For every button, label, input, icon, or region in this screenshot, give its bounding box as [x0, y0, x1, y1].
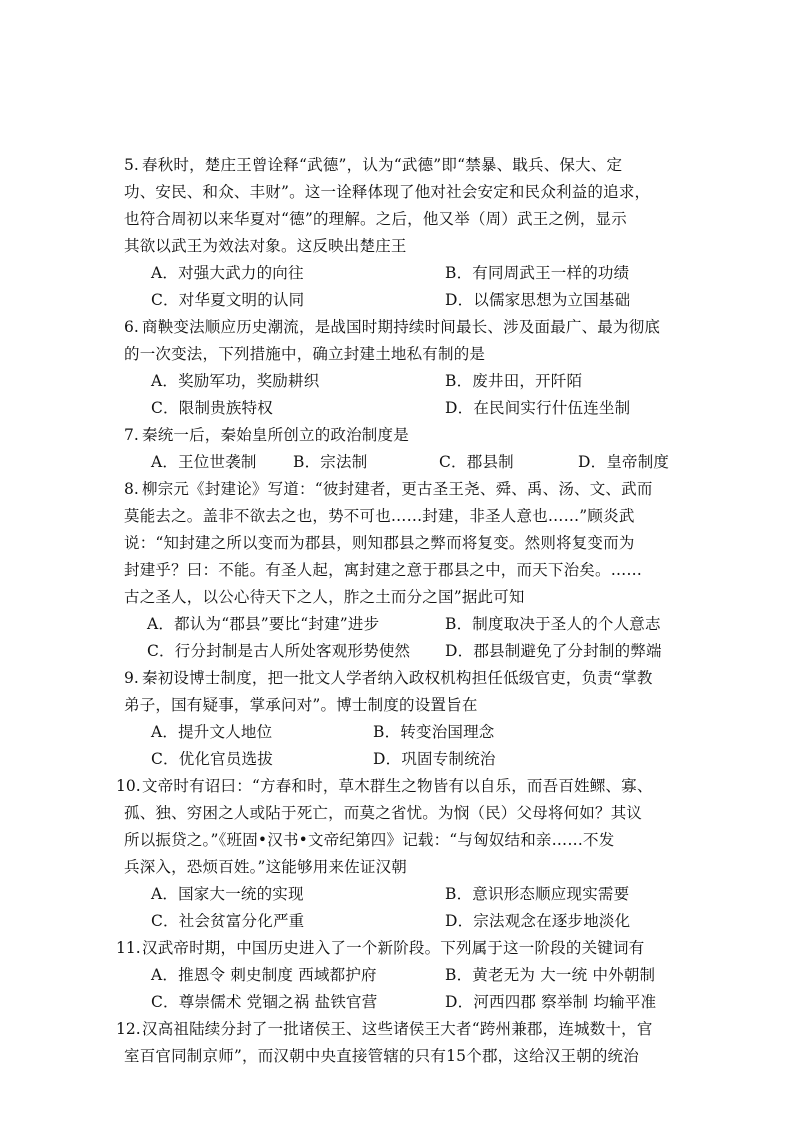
option-b: B．制度取决于圣人的个人意志 — [445, 615, 661, 633]
stem-line: 柳宗元《封建论》写道：“彼封建者，更古圣王尧、舜、禹、汤、文、武而 — [142, 480, 653, 498]
question-number: 12. — [116, 1020, 141, 1038]
option-b: B．有同周武王一样的功绩 — [445, 264, 630, 282]
question-number: 8. — [124, 480, 139, 498]
option-d: D．皇帝制度 — [578, 453, 670, 471]
option-d: D．郡县制避免了分封制的弊端 — [445, 642, 662, 660]
question-number: 7. — [124, 426, 139, 444]
stem-line: 古之圣人，以公心待天下之人，胙之土而分之国”据此可知 — [124, 588, 525, 606]
stem-line: 汉高祖陆续分封了一批诸侯王、这些诸侯王大者“跨州兼郡，连城数十，官 — [142, 1020, 653, 1038]
stem-line: 其欲以武王为效法对象。这反映出楚庄王 — [124, 237, 407, 255]
option-a: A．推恩令 刺史制度 西域都护府 — [151, 966, 377, 984]
stem-line: 秦统一后，秦始皇所创立的政治制度是 — [142, 426, 409, 444]
option-d: D．以儒家思想为立国基础 — [445, 291, 631, 309]
stem-line: 封建乎？曰：不能。有圣人起，寓封建之意于郡县之中，而天下治矣。…… — [124, 561, 643, 579]
question-number: 5. — [124, 156, 139, 174]
option-d: D．在民间实行什伍连坐制 — [445, 399, 631, 417]
stem-line: 说：“知封建之所以变而为郡县，则知郡县之弊而将复变。然则将复变而为 — [124, 534, 635, 552]
question-number: 6. — [124, 318, 139, 336]
option-a: A．提升文人地位 — [151, 723, 273, 741]
stem-line: 也符合周初以来华夏对“德”的理解。之后，他又举（周）武王之例，显示 — [124, 210, 627, 228]
option-c: C．社会贫富分化严重 — [151, 912, 305, 930]
option-d: D．宗法观念在逐步地淡化 — [445, 912, 631, 930]
question-number: 9. — [124, 669, 139, 687]
question-number: 10. — [116, 777, 141, 795]
option-a: A．国家大一统的实现 — [151, 885, 304, 903]
stem-line: 所以振贷之。”《班固•汉书•文帝纪第四》记载：“与匈奴结和亲……不发 — [124, 831, 615, 849]
option-b: B．宗法制 — [293, 453, 368, 471]
question-number: 11. — [116, 939, 141, 957]
option-c: C．对华夏文明的认同 — [151, 291, 305, 309]
stem-line: 的一次变法，下列措施中，确立封建土地私有制的是 — [124, 345, 486, 363]
stem-line: 弟子，国有疑事，掌承问对”。博士制度的设置旨在 — [124, 696, 478, 714]
stem-line: 秦初设博士制度，把一批文人学者纳入政权机构担任低级官吏，负责“掌教 — [142, 669, 653, 687]
option-b: B．转变治国理念 — [373, 723, 495, 741]
option-c: C．尊崇儒术 党锢之祸 盐铁官营 — [151, 993, 378, 1011]
stem-line: 莫能去之。盖非不欲去之也，势不可也……封建，非圣人意也……”顾炎武 — [124, 507, 635, 525]
option-c: C．郡县制 — [439, 453, 514, 471]
option-c: C．限制贵族特权 — [151, 399, 273, 417]
stem-line: 兵深入，恐烦百姓。”这能够用来佐证汉朝 — [124, 858, 407, 876]
option-a: A．都认为“郡县”要比“封建”进步 — [147, 615, 380, 633]
option-a: A．对强大武力的向往 — [151, 264, 304, 282]
option-c: C．行分封制是古人所处客观形势使然 — [147, 642, 411, 660]
stem-line: 汉武帝时期，中国历史进入了一个新阶段。下列属于这一阶段的关键词有 — [142, 939, 645, 957]
option-d: D．河西四郡 察举制 均输平准 — [445, 993, 657, 1011]
option-d: D．巩固专制统治 — [373, 750, 496, 768]
option-a: A．奖励军功，奖励耕织 — [151, 372, 320, 390]
option-c: C．优化官员选拔 — [151, 750, 273, 768]
option-b: B．废井田，开阡陌 — [445, 372, 583, 390]
stem-line: 春秋时，楚庄王曾诠释“武德”，认为“武德”即“禁暴、戢兵、保大、定 — [142, 156, 623, 174]
stem-line: 商鞅变法顺应历史潮流，是战国时期持续时间最长、涉及面最广、最为彻底 — [142, 318, 661, 336]
option-b: B．黄老无为 大一统 中外朝制 — [445, 966, 656, 984]
stem-line: 功、安民、和众、丰财”。这一诠释体现了他对社会安定和民众利益的追求， — [124, 183, 651, 201]
stem-line: 孤、独、穷困之人或阽于死亡，而莫之省忧。为悯（民）父母将何如？其议 — [124, 804, 643, 822]
option-b: B．意识形态顺应现实需要 — [445, 885, 630, 903]
option-a: A．王位世袭制 — [151, 453, 257, 471]
stem-line: 室百官同制京师”，而汉朝中央直接管辖的只有15个郡，这给汉王朝的统治 — [124, 1047, 639, 1065]
stem-line: 文帝时有诏曰：“方春和时，草木群生之物皆有以自乐，而吾百姓鳏、寡、 — [142, 777, 653, 795]
